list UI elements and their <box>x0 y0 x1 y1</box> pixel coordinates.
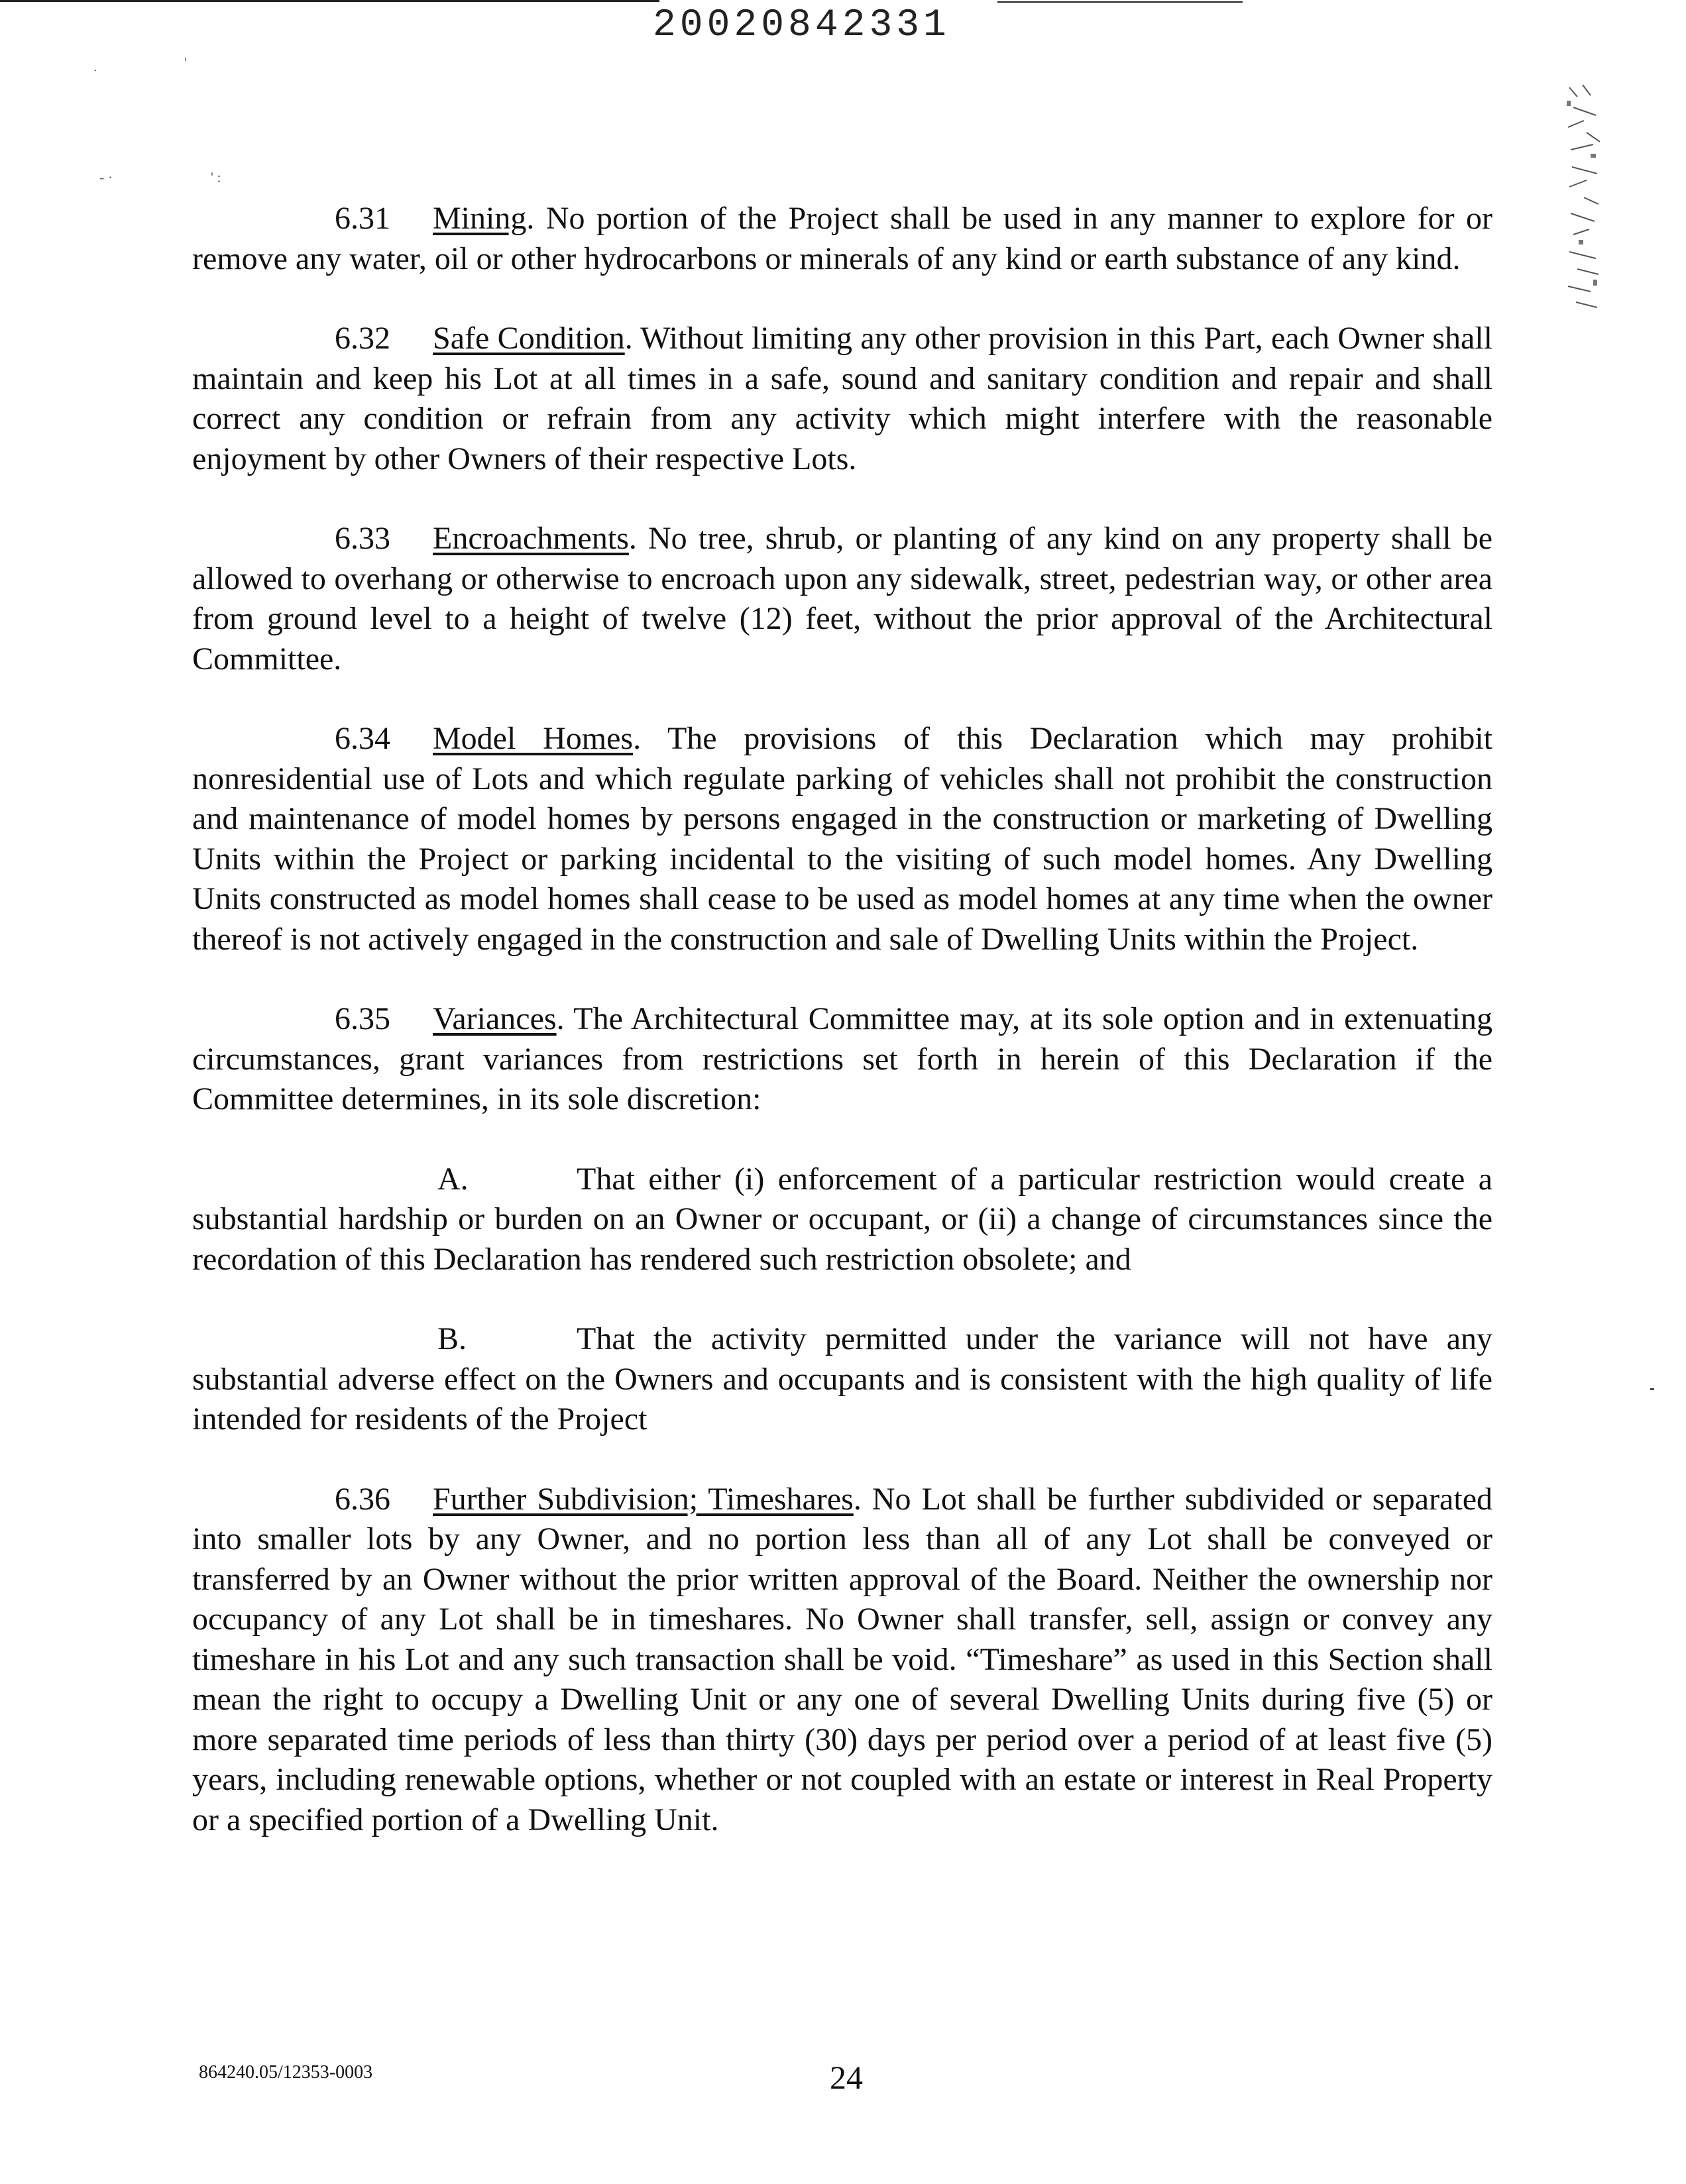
top-rule-right <box>997 1 1243 3</box>
section-heading: Safe Condition <box>433 321 625 356</box>
section-6-34 <box>192 719 1492 959</box>
section-heading: Mining <box>433 201 527 236</box>
section-text: . Without limiting any other provision in this Part, each Owner shall maintain and keep his Lot at all times in a safe, sound and sanitary condition and repair and shall correct any condition or refrain from any activity which might interfere with the reasonable enjoyment by other Owners of their respective Lots. <box>192 321 1492 476</box>
section-6-35 <box>192 999 1492 1120</box>
scan-edge-mark <box>1650 1388 1654 1390</box>
section-text: . The provisions of this Declaration which may prohibit nonresidential use of Lots and which regulate parking of vehicles shall not prohibit the construction and maintenance of model homes by persons engaged in the construction or marketing of Dwelling Units within the Project or parking incidental to the visiting of such model homes. Any Dwelling Units constructed as model homes shall cease to be used as model homes at any time when the owner thereof is not actively engaged in the construction and sale of Dwelling Units within the Project. <box>192 721 1492 957</box>
section-number: 6.31 <box>335 201 390 236</box>
scan-speck: - · <box>99 169 113 186</box>
section-text: . No tree, shrub, or planting of any kind on any property shall be allowed to overhang or otherwise to encroach upon any sidewalk, street, pedestrian way, or other area from ground level to a height of twelve (12) feet, without the prior approval of the Architectural Committee. <box>192 521 1492 677</box>
subitem-a <box>192 1160 1492 1280</box>
scan-speck: ' <box>184 54 187 71</box>
section-6-32 <box>192 319 1492 479</box>
section-text: . No Lot shall be further subdivided or separated into smaller lots by any Owner, and no portion less than all of any Lot shall be conveyed or transferred by an Owner without the prior written approval of the Board. Neither the ownership nor occupancy of any Lot shall be in timeshares. No Owner shall transfer, sell, assign or convey any timeshare in his Lot and any such transaction shall be void. “Timeshare” as used in this Section shall mean the right to occupy a Dwelling Unit or any one of several Dwelling Units during five (5) or more separated time periods of less than thirty (30) days per period over a period of at least five (5) years, including renewable options, whether or not coupled with an estate or interest in Real Property or a specified portion of a Dwelling Unit. <box>192 1481 1492 1837</box>
section-number: 6.35 <box>335 1001 390 1036</box>
footer-document-id: 864240.05/12353-0003 <box>199 2062 373 2083</box>
section-heading: Model Homes <box>433 721 634 756</box>
subitem-text: That either (i) enforcement of a particular restriction would create a substantial hardship or burden on an Owner or occupant, or (ii) a change of circumstances since the recordation of this Declaration has rendered such restriction obsolete; and <box>192 1161 1492 1277</box>
scan-speck: ˙ <box>93 66 98 83</box>
section-heading: Encroachments <box>433 521 629 556</box>
top-rule-left <box>0 0 659 2</box>
subitem-b <box>192 1319 1492 1440</box>
section-heading: Variances <box>433 1001 557 1036</box>
section-text: . No portion of the Project shall be used in any manner to explore for or remove any water, oil or other hydrocarbons or minerals of any kind or earth substance of any kind. <box>192 201 1492 276</box>
section-number: 6.33 <box>335 521 390 556</box>
subitem-text: That the activity permitted under the variance will not have any substantial adverse effect on the Owners and occupants and is consistent with the high quality of life intended for residents of the Project <box>192 1321 1492 1437</box>
section-text: . The Architectural Committee may, at its sole option and in extenuating circumstances, grant variances from restrictions set forth in herein of this Declaration if the Committee determines, in its sole discretion: <box>192 1001 1492 1117</box>
side-stamp-graphic <box>1564 81 1602 313</box>
recording-number: 20020842331 <box>653 4 950 47</box>
scan-speck: ' : <box>211 169 221 186</box>
section-6-33 <box>192 519 1492 679</box>
subitem-letter: A. <box>437 1161 469 1197</box>
document-body <box>192 199 1492 1880</box>
page-number: 24 <box>830 2059 863 2096</box>
section-heading: Further Subdivision; Timeshares <box>433 1481 854 1517</box>
section-number: 6.32 <box>335 321 390 356</box>
subitem-letter: B. <box>437 1321 467 1356</box>
section-6-36 <box>192 1480 1492 1841</box>
section-6-31 <box>192 199 1492 279</box>
section-number: 6.36 <box>335 1481 390 1517</box>
section-number: 6.34 <box>335 721 390 756</box>
